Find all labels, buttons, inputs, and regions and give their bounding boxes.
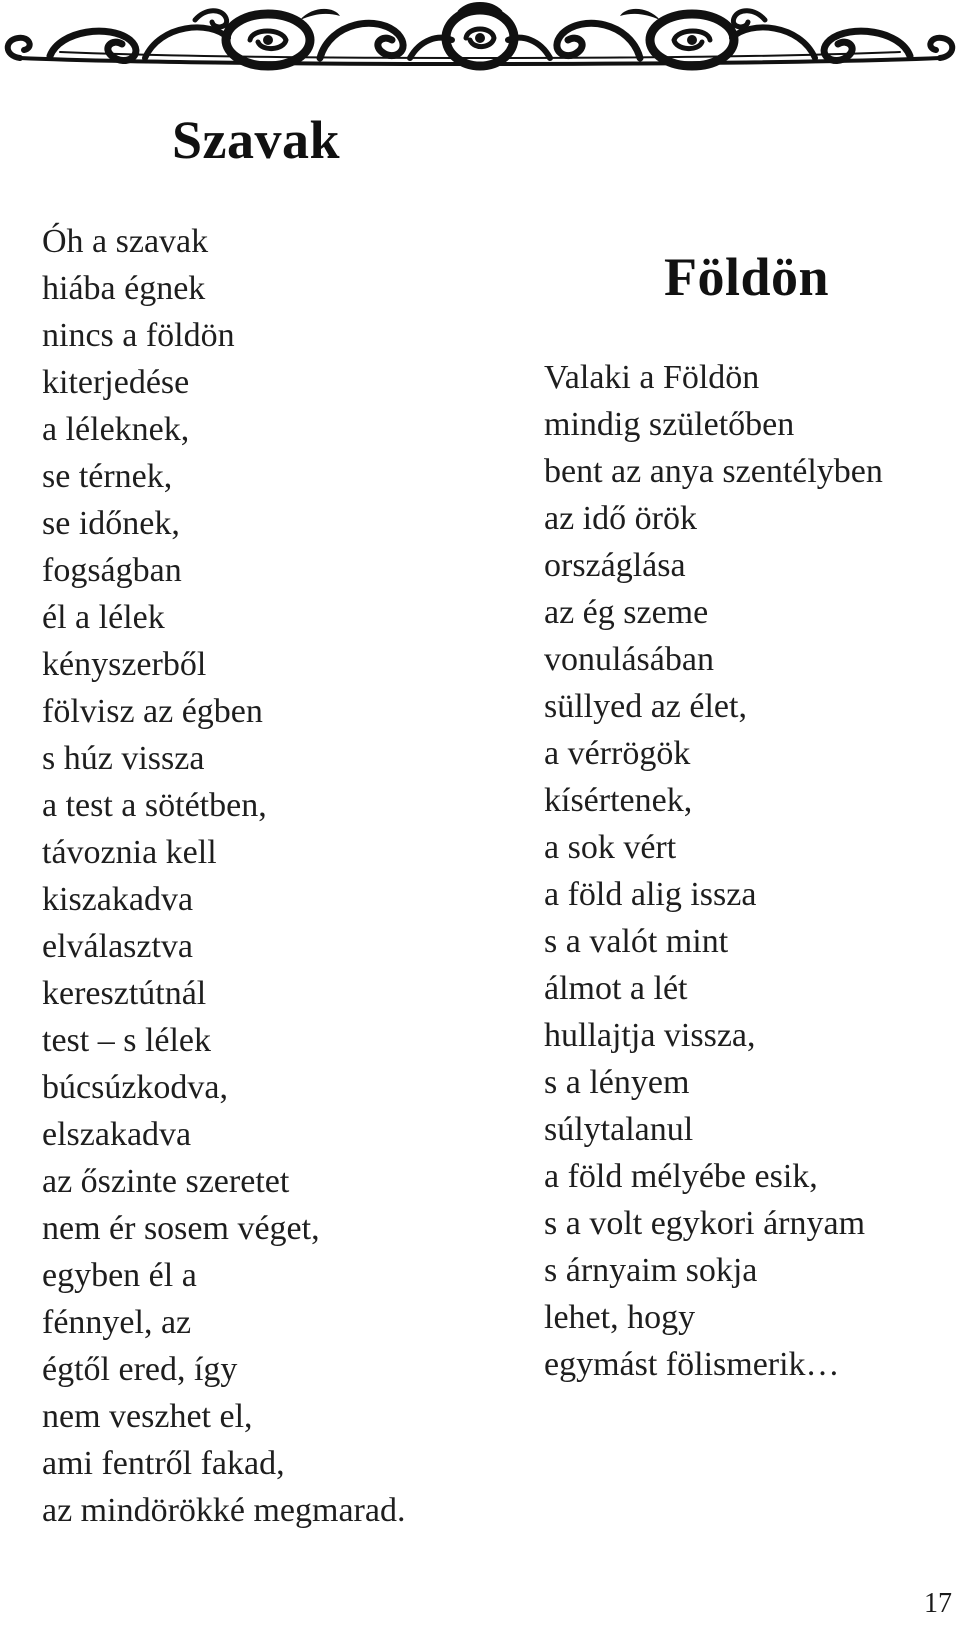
poem-line: országlása xyxy=(544,547,686,584)
poem-line: nem ér sosem véget, xyxy=(42,1210,320,1247)
poem-line: hiába égnek xyxy=(42,270,206,307)
poem-line: egymást fölismerik… xyxy=(544,1346,840,1383)
poem-title-szavak: Szavak xyxy=(172,110,341,170)
poem-line: a föld alig issza xyxy=(544,876,757,913)
poem-line: az mindörökké megmarad. xyxy=(42,1492,406,1529)
poem-line: kiterjedése xyxy=(42,364,190,401)
poem-body-szavak xyxy=(42,218,405,1534)
poem-line: s a lényem xyxy=(544,1064,690,1101)
poem-line: elszakadva xyxy=(42,1116,192,1153)
poem-line: kényszerből xyxy=(42,646,207,683)
poem-line: nem veszhet el, xyxy=(42,1398,253,1435)
poem-line: a test a sötétben, xyxy=(42,787,267,824)
poem-line: a léleknek, xyxy=(42,411,190,448)
poem-line: hullajtja vissza, xyxy=(544,1017,756,1054)
poem-line: égtől ered, így xyxy=(42,1351,238,1388)
poem-line: a sok vért xyxy=(544,829,677,866)
poem-line: Valaki a Földön xyxy=(544,359,760,396)
page-number: 17 xyxy=(924,1588,952,1619)
poem-line: kísértenek, xyxy=(544,782,693,819)
poem-line: távoznia kell xyxy=(42,834,217,871)
poem-line: él a lélek xyxy=(42,599,165,636)
poem-title-foldon: Földön xyxy=(664,247,830,307)
poem-line: mindig születőben xyxy=(544,406,795,443)
poem-line: s árnyaim sokja xyxy=(544,1252,758,1289)
poem-line: s húz vissza xyxy=(42,740,205,777)
poem-line: kiszakadva xyxy=(42,881,194,918)
poem-line: vonulásában xyxy=(544,641,714,678)
poem-line: fénnyel, az xyxy=(42,1304,192,1341)
poem-line: ami fentről fakad, xyxy=(42,1445,285,1482)
poem-line: fogságban xyxy=(42,552,182,589)
poem-line: az idő örök xyxy=(544,500,697,537)
poem-line: test – s lélek xyxy=(42,1022,212,1059)
poem-line: se időnek, xyxy=(42,505,180,542)
poem-line: lehet, hogy xyxy=(544,1299,696,1336)
poem-line: s a valót mint xyxy=(544,923,729,960)
poem-line: a vérrögök xyxy=(544,735,691,772)
poem-line: süllyed az élet, xyxy=(544,688,747,725)
poem-line: s a volt egykori árnyam xyxy=(544,1205,866,1242)
poem-line: Óh a szavak xyxy=(42,223,209,260)
poem-body-foldon xyxy=(544,354,883,1388)
poem-line: búcsúzkodva, xyxy=(42,1069,229,1106)
poem-line: álmot a lét xyxy=(544,970,688,1007)
poem-line: fölvisz az égben xyxy=(42,693,263,730)
poem-line: az ég szeme xyxy=(544,594,709,631)
scroll-ornament-icon xyxy=(0,0,960,80)
poem-line: nincs a földön xyxy=(42,317,235,354)
poem-line: elválasztva xyxy=(42,928,194,965)
poem-line: az őszinte szeretet xyxy=(42,1163,290,1200)
poem-line: bent az anya szentélyben xyxy=(544,453,883,490)
poem-line: se térnek, xyxy=(42,458,173,495)
poem-line: a föld mélyébe esik, xyxy=(544,1158,818,1195)
poem-line: súlytalanul xyxy=(544,1111,694,1148)
poem-line: egyben él a xyxy=(42,1257,197,1294)
poem-line: keresztútnál xyxy=(42,975,207,1012)
